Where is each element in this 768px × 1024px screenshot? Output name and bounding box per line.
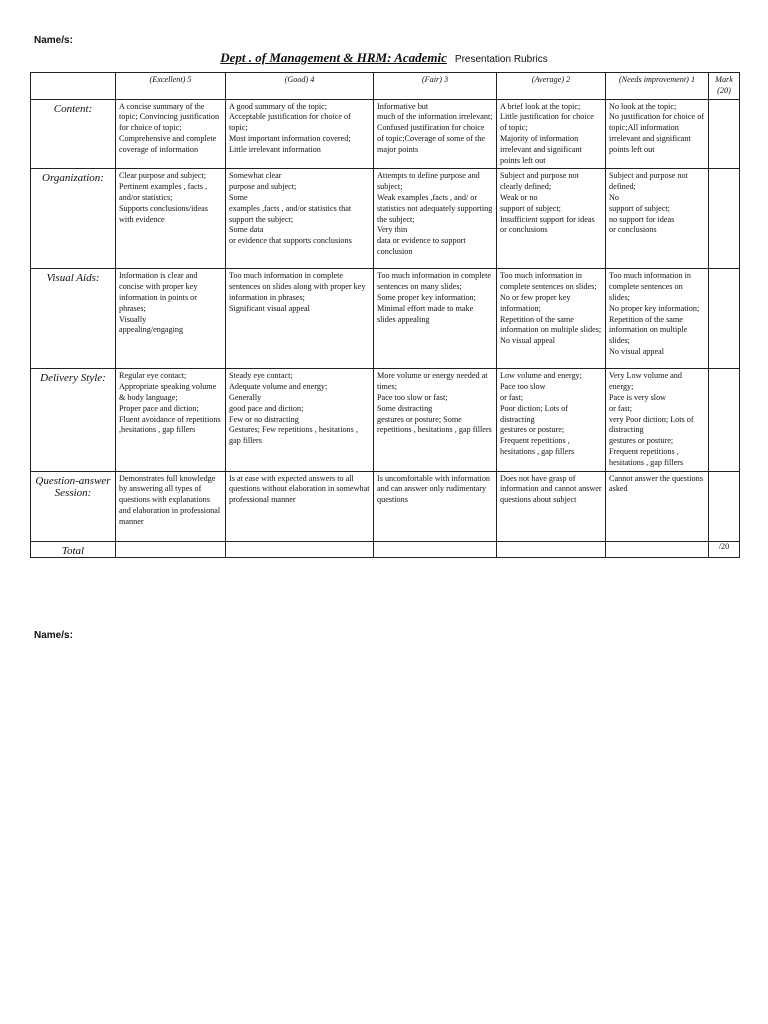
header-excellent: (Excellent) 5 xyxy=(116,73,226,100)
rubric-cell: Clear purpose and subject; Pertinent examples , facts , and/or statistics; Supports conclusions/ideas with evidence xyxy=(116,169,226,269)
criterion-label: Content: xyxy=(31,99,116,169)
names-label-top: Name/s: xyxy=(34,35,73,46)
total-row xyxy=(31,541,740,557)
table-row xyxy=(31,99,740,169)
header-criterion xyxy=(31,73,116,100)
table-row xyxy=(31,169,740,269)
criterion-label: Question-answer Session: xyxy=(31,471,116,541)
rubric-cell: Is uncomfortable with information and can answer only rudimentary questions xyxy=(374,471,497,541)
mark-cell[interactable] xyxy=(709,471,740,541)
rubric-cell: A good summary of the topic; Acceptable justification for choice of topic; Most important information covered; Little irrelevant information xyxy=(226,99,374,169)
total-cell xyxy=(374,541,497,557)
rubric-cell: Very Low volume and energy; Pace is very slow or fast; very Poor diction; Lots of distracting gestures or posture; Frequent repetitions , hesitations , gap fillers xyxy=(606,369,709,471)
rubric-cell: Too much information in complete sentences on slides; No or few proper key information; Repetition of the same information on multiple slides; No visual appeal xyxy=(497,269,606,369)
header-average: (Average) 2 xyxy=(497,73,606,100)
rubric-cell: A brief look at the topic; Little justification for choice of topic; Majority of information irrelevant and significant points left out xyxy=(497,99,606,169)
rubric-cell: Cannot answer the questions asked xyxy=(606,471,709,541)
rubric-cell: Information is clear and concise with proper key information in points or phrases; Visually appealing/engaging xyxy=(116,269,226,369)
rubric-cell: No look at the topic; No justification for choice of topic;All information irrelevant and significant points left out xyxy=(606,99,709,169)
table-row xyxy=(31,471,740,541)
mark-cell[interactable] xyxy=(709,169,740,269)
title-subtitle: Presentation Rubrics xyxy=(454,54,548,65)
rubric-cell: Is at ease with expected answers to all questions without elaboration in somewhat professional manner xyxy=(226,471,374,541)
header-good: (Good) 4 xyxy=(226,73,374,100)
header-row xyxy=(31,73,740,100)
rubric-cell: Somewhat clear purpose and subject; Some examples ,facts , and/or statistics that support the subject; Some data or evidence that supports conclusions xyxy=(226,169,374,269)
rubric-cell: More volume or energy needed at times; Pace too slow or fast; Some distracting gestures or posture; Some repetitions , hesitations , gap fillers xyxy=(374,369,497,471)
rubric-cell: Regular eye contact; Appropriate speaking volume & body language; Proper pace and diction; Fluent avoidance of repetitions ,hesitations , gap fillers xyxy=(116,369,226,471)
total-cell xyxy=(497,541,606,557)
criterion-label: Visual Aids: xyxy=(31,269,116,369)
rubric-cell: Too much information in complete sentences on slides along with proper key information in phrases; Significant visual appeal xyxy=(226,269,374,369)
rubric-cell: Too much information in complete sentences on many slides; Some proper key information; Minimal effort made to make slides appealing xyxy=(374,269,497,369)
header-needs-improvement: (Needs improvement) 1 xyxy=(606,73,709,100)
header-fair: (Fair) 3 xyxy=(374,73,497,100)
rubric-cell: Demonstrates full knowledge by answering all types of questions with explanations and elaboration in professional manner xyxy=(116,471,226,541)
total-cell xyxy=(116,541,226,557)
total-mark-cell[interactable]: /20 xyxy=(709,541,740,557)
criterion-label: Delivery Style: xyxy=(31,369,116,471)
rubric-cell: Subject and purpose not clearly defined; Weak or no support of subject; Insufficient support for ideas or conclusions xyxy=(497,169,606,269)
rubric-cell: Informative but much of the information irrelevant; Confused justification for choice of topic;Coverage of some of the major points xyxy=(374,99,497,169)
criterion-label: Organization: xyxy=(31,169,116,269)
names-label-bottom: Name/s: xyxy=(34,630,73,641)
rubric-cell: Low volume and energy; Pace too slow or fast; Poor diction; Lots of distracting gestures or posture; Frequent repetitions , hesitations , gap fillers xyxy=(497,369,606,471)
rubric-cell: A concise summary of the topic; Convincing justification for choice of topic; Comprehensive and complete coverage of information xyxy=(116,99,226,169)
total-label: Total xyxy=(31,541,116,557)
header-mark: Mark (20) xyxy=(709,73,740,100)
rubric-table xyxy=(30,72,740,558)
mark-cell[interactable] xyxy=(709,99,740,169)
total-cell xyxy=(606,541,709,557)
total-cell xyxy=(226,541,374,557)
title-main: Dept . of Management & HRM: Academic xyxy=(220,50,447,65)
document-title xyxy=(0,49,768,67)
rubric-cell: Subject and purpose not defined; No support of subject; no support for ideas or conclusions xyxy=(606,169,709,269)
rubric-cell: Attempts to define purpose and subject; Weak examples ,facts , and/ or statistics not adequately supporting the subject; Very thin data or evidence to support conclusion xyxy=(374,169,497,269)
rubric-cell: Steady eye contact; Adequate volume and energy; Generally good pace and diction; Few or no distracting Gestures; Few repetitions , hesitations , gap fillers xyxy=(226,369,374,471)
mark-cell[interactable] xyxy=(709,269,740,369)
table-row xyxy=(31,269,740,369)
rubric-cell: Does not have grasp of information and cannot answer questions about subject xyxy=(497,471,606,541)
table-row xyxy=(31,369,740,471)
mark-cell[interactable] xyxy=(709,369,740,471)
rubric-cell: Too much information in complete sentences on slides; No proper key information; Repetition of the same information on multiple slides; No visual appeal xyxy=(606,269,709,369)
